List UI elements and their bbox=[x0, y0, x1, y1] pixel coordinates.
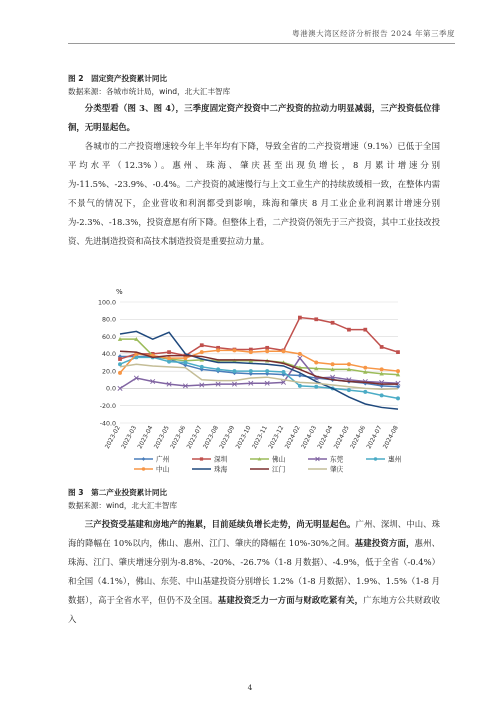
x-axis-ticks bbox=[104, 424, 400, 450]
data-point bbox=[363, 366, 367, 370]
data-point bbox=[396, 350, 400, 354]
data-point bbox=[265, 349, 269, 353]
x-tick-label: 2023-08 bbox=[201, 424, 220, 451]
data-point bbox=[167, 350, 171, 354]
x-tick-label: 2023-02 bbox=[103, 424, 122, 451]
data-point bbox=[200, 343, 204, 347]
x-tick-label: 2024-06 bbox=[349, 424, 368, 451]
data-point bbox=[183, 361, 187, 365]
tertiary-text-3: 广东地方公共财政收入 bbox=[68, 595, 441, 624]
tertiary-bold-3: 基建投资乏力一方面与财政吃紧有关， bbox=[217, 595, 364, 605]
data-point bbox=[396, 396, 400, 400]
legend-label: 珠海 bbox=[214, 465, 228, 474]
data-point bbox=[347, 388, 351, 392]
paragraph-tertiary-industry bbox=[68, 515, 440, 629]
header-rule bbox=[68, 43, 455, 44]
data-point bbox=[118, 362, 122, 366]
data-point bbox=[347, 362, 351, 366]
x-tick-label: 2024-03 bbox=[300, 424, 319, 451]
figure-2-source: 数据来源：各城市统计局，wind，北大汇丰智库 bbox=[68, 87, 231, 96]
y-tick-label: 80.0 bbox=[101, 316, 116, 324]
tertiary-bold-1: 三产投资受基建和房地产的拖累，目前延续负增长走势，尚无明显起色。 bbox=[84, 519, 356, 529]
x-tick-label: 2024-02 bbox=[283, 424, 302, 451]
data-point bbox=[347, 328, 351, 332]
data-point bbox=[249, 369, 253, 373]
data-point bbox=[380, 393, 384, 397]
data-point bbox=[298, 356, 302, 360]
data-point bbox=[200, 365, 204, 369]
x-tick-label: 2023-12 bbox=[267, 424, 286, 451]
legend-item bbox=[192, 464, 228, 473]
y-tick-label: 40.0 bbox=[101, 351, 116, 359]
tertiary-text-2: 惠州、珠海、江门、肇庆增速分别为-8.8%、-20%、-26.7%（1-8 月数据）、-4.9%，低于全省（-0.4%）和全国（4.1%），佛山、东莞、中山基建投资分别增长 1.2%（1-8 月数据）、1.9%、1.5%（1-8 月数据），高于全省水平，但仍不及全国。 bbox=[68, 538, 441, 605]
x-tick-label: 2023-06 bbox=[169, 424, 188, 451]
x-tick-label: 2023-07 bbox=[185, 424, 204, 451]
paragraph-secondary-industry bbox=[68, 137, 440, 251]
series-江门 bbox=[120, 351, 398, 384]
legend-label: 东莞 bbox=[330, 455, 344, 464]
x-tick-label: 2024-07 bbox=[365, 424, 384, 451]
data-point bbox=[380, 367, 384, 371]
data-point bbox=[314, 361, 318, 365]
data-point bbox=[363, 328, 367, 332]
legend-item bbox=[134, 464, 170, 473]
data-point bbox=[216, 367, 220, 371]
legend-label: 江门 bbox=[272, 465, 286, 474]
x-tick-label: 2023-03 bbox=[120, 424, 139, 451]
legend-label: 中山 bbox=[156, 465, 170, 474]
data-point bbox=[167, 360, 171, 364]
data-point bbox=[374, 457, 377, 460]
x-tick-label: 2024-08 bbox=[381, 424, 400, 451]
x-tick-label: 2023-11 bbox=[250, 424, 269, 451]
x-tick-label: 2023-04 bbox=[136, 424, 155, 451]
data-point bbox=[142, 467, 145, 470]
series-lines bbox=[118, 316, 400, 409]
figure-3-source: 数据来源：wind，北大汇丰智库 bbox=[68, 501, 178, 510]
x-tick-label: 2023-09 bbox=[218, 424, 237, 451]
legend-item bbox=[308, 454, 344, 463]
data-point bbox=[298, 384, 302, 388]
data-point bbox=[216, 348, 220, 352]
series-line bbox=[120, 364, 398, 389]
legend-label: 佛山 bbox=[272, 455, 286, 464]
series-肇庆 bbox=[120, 364, 398, 389]
legend-item bbox=[366, 454, 401, 463]
y-axis-ticks bbox=[98, 299, 116, 427]
paragraph-classification bbox=[68, 99, 440, 137]
data-point bbox=[314, 385, 318, 389]
figure-3-caption: 图 3 第二产业投资累计同比 bbox=[68, 488, 168, 497]
data-point bbox=[118, 371, 122, 375]
y-tick-label: 20.0 bbox=[101, 368, 116, 376]
data-point bbox=[282, 349, 286, 353]
data-point bbox=[183, 356, 187, 360]
y-axis-label: % bbox=[116, 288, 123, 296]
bold-lead: 分类型看（图 3、图 4），三季度固定资产投资中二产投资的拉动力明显减弱，三产投资低位徘徊，无明显起色。 bbox=[68, 103, 440, 132]
page-number: 4 bbox=[247, 683, 253, 692]
data-point bbox=[249, 350, 253, 354]
data-point bbox=[363, 390, 367, 394]
secondary-industry-investment-chart bbox=[68, 278, 440, 486]
data-point bbox=[331, 362, 335, 366]
data-point bbox=[298, 316, 302, 320]
data-point bbox=[118, 357, 122, 361]
y-tick-label: -40.0 bbox=[99, 420, 116, 428]
y-tick-label: 100.0 bbox=[97, 299, 116, 307]
data-point bbox=[314, 317, 318, 321]
legend-label: 惠州 bbox=[388, 455, 402, 464]
data-point bbox=[396, 369, 400, 373]
series-line bbox=[120, 318, 398, 359]
series-line bbox=[120, 351, 398, 384]
chart-legend bbox=[134, 454, 401, 473]
figure-2-caption: 图 2 固定资产投资累计同比 bbox=[68, 74, 168, 83]
data-point bbox=[265, 346, 269, 350]
x-tick-label: 2024-05 bbox=[332, 424, 351, 451]
data-point bbox=[232, 369, 236, 373]
legend-item bbox=[134, 454, 169, 463]
data-point bbox=[200, 457, 203, 460]
legend-item bbox=[192, 454, 228, 463]
legend-item bbox=[308, 464, 344, 473]
legend-item bbox=[250, 454, 286, 463]
legend-label: 肇庆 bbox=[330, 465, 344, 474]
data-point bbox=[200, 350, 204, 354]
data-point bbox=[265, 369, 269, 373]
data-point bbox=[331, 321, 335, 325]
y-tick-label: 0.0 bbox=[105, 385, 116, 393]
y-tick-label: -20.0 bbox=[99, 403, 116, 411]
legend-item bbox=[250, 464, 286, 473]
data-point bbox=[282, 370, 286, 374]
data-point bbox=[167, 356, 171, 360]
x-tick-label: 2023-10 bbox=[234, 424, 253, 451]
tertiary-bold-2: 基建投资方面， bbox=[354, 538, 415, 548]
tertiary-text-1: 广州、深圳、中山、珠海的降幅在 10%以内，佛山、惠州、江门、肇庆的降幅在 10%-30%之间。 bbox=[68, 519, 441, 548]
running-header: 粤港澳大湾区经济分析报告 2024 年第三季度 bbox=[292, 29, 455, 38]
legend-label: 广州 bbox=[156, 455, 170, 464]
data-point bbox=[380, 345, 384, 349]
chart-grid bbox=[120, 302, 398, 423]
legend-label: 深圳 bbox=[214, 455, 228, 464]
data-point bbox=[232, 348, 236, 352]
data-point bbox=[142, 457, 146, 461]
y-tick-label: 60.0 bbox=[101, 333, 116, 341]
x-tick-label: 2023-05 bbox=[152, 424, 171, 451]
data-point bbox=[298, 352, 302, 356]
x-tick-label: 2024-04 bbox=[316, 424, 335, 451]
paragraph-secondary-text: 各城市的二产投资增速较今年上半年均有下降，导致全省的二产投资增速（9.1%）已低于全国平均水平（12.3%）。惠州、珠海、肇庆甚至出现负增长，8 月累计增速分别为-11.5%、-23.9%、-0.4%。二产投资的减速慢行与上文工业生产的持续放缓相一致，在整体内需不景气的情况下，企业营收和利润都受到影响，珠海和肇庆 8 月工业企业利润累计增速分别为-2.3%、-18.3%，投资意愿有所下降。但整体上看，二产投资仍领先于三产投资，其中工业技改投资、先进制造投资和高技术制造投资是重要拉动力量。 bbox=[68, 141, 440, 246]
